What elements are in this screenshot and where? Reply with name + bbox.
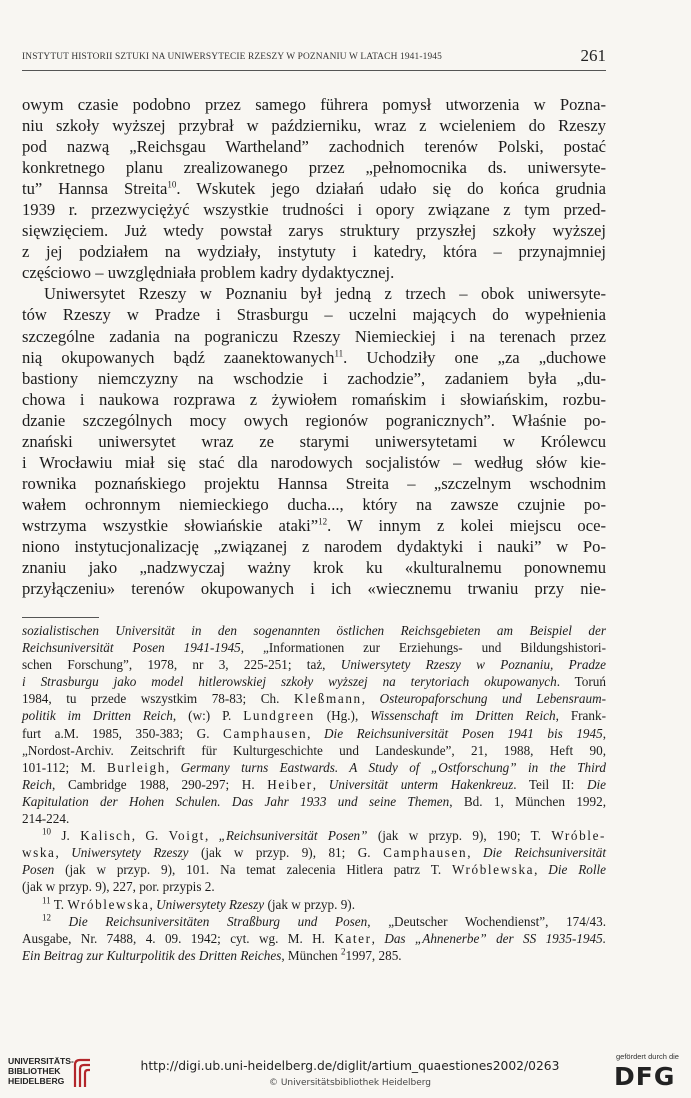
text-line: 1939 r. przezwyciężyć wszystkie trudności i opory związane z tym przed- bbox=[22, 200, 606, 220]
footnote-line: $^{12}$ Die Reichsuniversitäten Straßburg und Posen, „Deutscher Wochendienst”, 174/43. bbox=[42, 912, 607, 929]
footnote-line: (jak w przyp. 9), 227, por. przypis 2. bbox=[22, 879, 215, 895]
copyright-notice: © Universitätsbibliothek Heidelberg bbox=[268, 1078, 431, 1088]
source-url-link[interactable]: http://digi.ub.uni-heidelberg.de/diglit/artium_quaestiones2002/0263 bbox=[140, 1059, 560, 1073]
text-line: Uniwersytet Rzeszy w Poznaniu był jedną z trzech – obok uniwersyte- bbox=[44, 284, 606, 304]
text-line: tów Rzeszy w Pradze i Strasburgu – uczelni mających do wypełnienia bbox=[22, 305, 606, 325]
text-line: pod nazwą „Reichsgau Wartheland” zachodnich terenów Polski, postać bbox=[22, 137, 606, 157]
text-line: częściowo – uwzględniała problem kadry dydaktycznej. bbox=[22, 263, 395, 283]
library-logo[interactable] bbox=[8, 1056, 108, 1092]
footnote-10 bbox=[22, 827, 606, 895]
footnote-line: Reich, Cambridge 1988, 290-297; H. Heiber, Universität unterm Hakenkreuz. Teil II: Die bbox=[22, 776, 607, 792]
main-text bbox=[22, 94, 606, 599]
text-line: wstrzyma wszystkie słowiańskie ataki”$^{12}$. W innym z kolei miejscu oce- bbox=[22, 515, 606, 535]
text-line: niono instytucjonalizację „związanej z narodem dydaktyki i nauki” w Po- bbox=[22, 536, 606, 556]
footnote-continuation bbox=[22, 622, 606, 827]
text-line: rownika poznańskiego projektu Hannsa Streita – „szczelnym wschodnim bbox=[22, 473, 606, 493]
text-line: konkretnego planu zrealizowanego przez „pełnomocnika ds. uniwersyte- bbox=[22, 158, 606, 178]
text-line: bastiony niemczyzny na wschodzie i zachodzie”, zadaniem była „du- bbox=[22, 368, 606, 388]
footnotes bbox=[22, 622, 606, 964]
footnote-number: 12 bbox=[42, 912, 51, 923]
footnote-ref-11[interactable]: 11 bbox=[334, 348, 344, 359]
text-line: niu szkoły wyższej przybrał w październiku, wraz z wcieleniem do Rzeszy bbox=[22, 116, 606, 136]
text-line: tu” Hannsa Streita$^{10}$. Wskutek jego działań udało się do końca grudnia bbox=[22, 179, 607, 199]
paragraph-1 bbox=[22, 94, 606, 283]
text-line: wałem ochronnym niemieckiego ducha..., który na zawsze czujnie po- bbox=[22, 494, 606, 514]
footnote-11 bbox=[22, 896, 606, 913]
footnote-line: 1984, tu przede wszystkim 78-83; Ch. Kleßmann, Osteuropaforschung und Lebensraum- bbox=[22, 691, 606, 707]
paragraph-2 bbox=[22, 283, 606, 599]
page-number: 261 bbox=[580, 46, 606, 65]
footnote-line: „Nordost-Archiv. Zeitschrift für Kulturgeschichte und Landeskunde”, 21, 1988, Heft 90, bbox=[22, 742, 606, 758]
footnote-separator bbox=[22, 617, 99, 618]
footnote-line: Ein Beitrag zur Kulturpolitik des Dritten Reiches, München $^2$1997, 285. bbox=[22, 946, 402, 963]
footnote-line: schen Forschung”, 1978, nr 3, 225-251; taż, Uniwersytety Rzeszy w Poznaniu, Pradze bbox=[22, 657, 607, 673]
footnote-line: Ausgabe, Nr. 7488, 4. 09. 1942; cyt. wg. M. H. Kater, Das „Ahnenerbe” der SS 1935-1945. bbox=[22, 930, 607, 946]
footnote-line: 214-224. bbox=[22, 811, 70, 827]
logo-text-line: HEIDELBERG bbox=[8, 1076, 65, 1086]
text-line: nią okupowanych bądź zaanektowanych$^{11}$. Uchodziły one „za „duchowe bbox=[22, 347, 607, 367]
text-line: sięwzięciem. Już wtedy powstał zarys struktury przyszłej szkoły wyższej bbox=[22, 221, 606, 241]
footnote-line: $^{11}$ T. Wróblewska, Uniwersytety Rzeszy (jak w przyp. 9). bbox=[42, 895, 355, 912]
logo-text-line: BIBLIOTHEK bbox=[8, 1066, 61, 1076]
text-line: owym czasie podobno przez samego führera pomysł utworzenia w Pozna- bbox=[22, 95, 606, 114]
text-line: i Wrocławiu miał się stać dla narodowych socjalistów – według słów kie- bbox=[22, 452, 606, 472]
footnote-line: Reichsuniversität Posen 1941-1945, „Informationen zur Erziehungs- und Bildungshistori- bbox=[22, 640, 606, 656]
footnote-line: furt a.M. 1985, 350-383; G. Camphausen, Die Reichsuniversität Posen 1941 bis 1945, bbox=[22, 725, 607, 741]
footnote-line: Kapitulation der Hohen Schulen. Das Jahr 1933 und seine Themen, Bd. 1, München 1992, bbox=[22, 793, 607, 809]
digitization-footer bbox=[0, 1046, 691, 1098]
footnote-number: 11 bbox=[42, 895, 51, 906]
footnote-ref-10[interactable]: 10 bbox=[167, 179, 177, 190]
dfg-logo[interactable]: DFG bbox=[614, 1062, 676, 1091]
footnote-line: wska, Uniwersytety Rzeszy (jak w przyp. 9), 81; G. Camphausen, Die Reichsuniversität bbox=[22, 845, 607, 861]
text-line: znaniu jako „nadzwyczaj ważny krok ku «kulturalnemu ponownemu bbox=[22, 558, 606, 578]
logo-text-line: UNIVERSITÄTS- bbox=[8, 1056, 74, 1066]
text-line: chowa i naukowa rozprawa z żywiołem romańskim i słowiańskim, rozbu- bbox=[22, 389, 606, 409]
text-line: z jej podziałem na wydziały, instytuty i katedry, która – przynajmniej bbox=[22, 242, 606, 262]
footnote-line: politik im Dritten Reich, (w:) P. Lundgreen (Hg.), Wissenschaft im Dritten Reich, Frank- bbox=[22, 708, 606, 724]
library-emblem-icon bbox=[72, 1057, 94, 1089]
text-line: znański uniwersytet wraz ze starymi uniwersytetami w Królewcu bbox=[22, 431, 606, 451]
footnote-line: sozialistischen Universität in den sogenannten östlichen Reichsgebieten am Beispiel der bbox=[22, 623, 606, 638]
text-line: szczególne zadania na pograniczu Rzeszy Niemieckiej i na terenach przez bbox=[22, 326, 606, 346]
text-line: przyłączeniu» terenów okupowanych i ich «wiecznemu trwaniu przy nie- bbox=[22, 579, 606, 599]
footnote-ref-12[interactable]: 12 bbox=[318, 516, 328, 527]
footnote-line: Posen (jak w przyp. 9), 101. Na temat zalecenia Hitlera patrz T. Wróblewska, Die Rolle bbox=[22, 862, 607, 878]
footnote-12 bbox=[22, 913, 606, 964]
running-header-title: INSTYTUT HISTORII SZTUKI NA UNIWERSYTECIE RZESZY W POZNANIU W LATACH 1941-1945 bbox=[22, 52, 442, 62]
text-line: dzanie szczególnych mocy owych regionów pogranicznych”. Właśnie po- bbox=[22, 410, 606, 430]
footnote-line: 101-112; M. Burleigh, Germany turns Eastwards. A Study of „Ostforschung” in the Third bbox=[22, 759, 607, 775]
running-header bbox=[22, 46, 606, 71]
funder-caption: gefördert durch die bbox=[616, 1052, 679, 1061]
footnote-number: 10 bbox=[42, 826, 51, 837]
footnote-line: $^{10}$ J. Kalisch, G. Voigt, „Reichsuniversität Posen” (jak w przyp. 9), 190; T. Wróble- bbox=[42, 826, 607, 844]
footnote-line: i Strasburgu jako model hitlerowskiej szkoły wyższej na terytoriach okupowanych. Toruń bbox=[22, 674, 606, 690]
